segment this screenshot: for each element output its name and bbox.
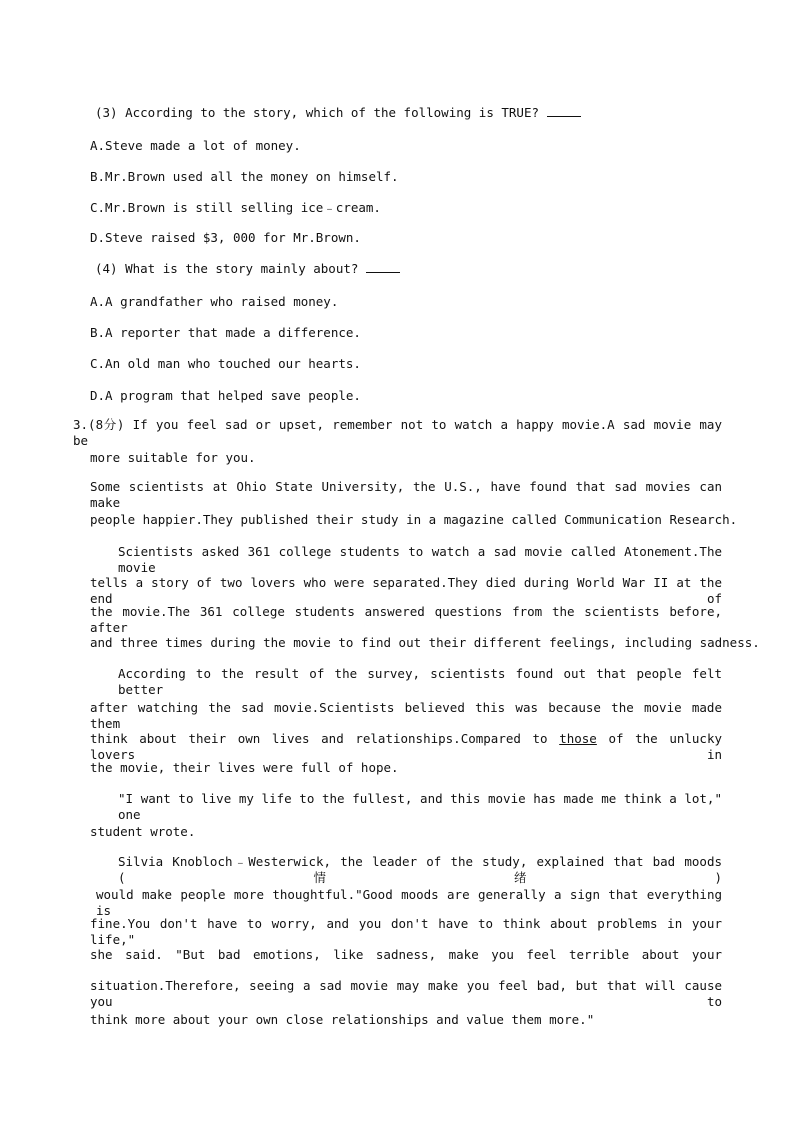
q3-option-c: C.Mr.Brown is still selling ice﹣cream. <box>90 200 381 215</box>
q3-option-a: A.Steve made a lot of money. <box>90 138 301 153</box>
p5-line-2: would make people more thoughtful."Good moods are generally a sign that everything is <box>96 887 722 918</box>
p1-line-1: Some scientists at Ohio State University, the U.S., have found that sad movies can make <box>90 479 722 510</box>
p4-line-1: "I want to live my life to the fullest, and this movie has made me think a lot," one <box>118 791 722 822</box>
p3-line-1: According to the result of the survey, scientists found out that people felt better <box>118 666 722 697</box>
answer-blank[interactable] <box>366 262 400 273</box>
q4-option-c: C.An old man who touched our hearts. <box>90 356 361 371</box>
p3-line-3: think about their own lives and relationships.Compared to those of the unlucky lovers in <box>90 731 723 762</box>
p2-line-2: tells a story of two lovers who were separated.They died during World War II at the end of <box>90 575 722 606</box>
p2-line-4: and three times during the movie to find out their different feelings, including sadness. <box>90 635 760 650</box>
p2-line-3: the movie.The 361 college students answered questions from the scientists before, after <box>90 604 722 635</box>
q4-option-a: A.A grandfather who raised money. <box>90 294 339 309</box>
p3-line-2: after watching the sad movie.Scientists believed this was because the movie made them <box>90 700 722 731</box>
passage-heading-cont: more suitable for you. <box>90 450 256 465</box>
q3-option-b: B.Mr.Brown used all the money on himself. <box>90 169 399 184</box>
q4-option-b: B.A reporter that made a difference. <box>90 325 361 340</box>
question-4-stem: (4) What is the story mainly about? <box>95 261 400 277</box>
q4-option-d: D.A program that helped save people. <box>90 388 361 403</box>
p5-line-5: situation.Therefore, seeing a sad movie may make you feel bad, but that will cause you to <box>90 978 722 1009</box>
p3-line-4: the movie, their lives were full of hope. <box>90 760 399 775</box>
answer-blank[interactable] <box>547 106 581 117</box>
underlined-word-those: those <box>559 731 597 746</box>
p5-line-1: Silvia Knobloch﹣Westerwick, the leader of the study, explained that bad moods (情绪) <box>118 854 722 885</box>
p5-line-6: think more about your own close relationships and value them more." <box>90 1012 595 1027</box>
p4-line-2: student wrote. <box>90 824 196 839</box>
p2-line-1: Scientists asked 361 college students to watch a sad movie called Atonement.The movie <box>118 544 722 575</box>
q3-option-d: D.Steve raised $3, 000 for Mr.Brown. <box>90 230 361 245</box>
p1-line-2: people happier.They published their study in a magazine called Communication Research. <box>90 512 738 527</box>
question-3-stem: (3) According to the story, which of the following is TRUE? <box>95 105 581 121</box>
passage-heading: 3.(8分) If you feel sad or upset, remember not to watch a happy movie.A sad movie may be <box>73 417 722 448</box>
p5-line-4: she said. "But bad emotions, like sadness, make you feel terrible about your <box>90 947 722 962</box>
p5-line-3: fine.You don't have to worry, and you don't have to think about problems in your life," <box>90 916 722 947</box>
